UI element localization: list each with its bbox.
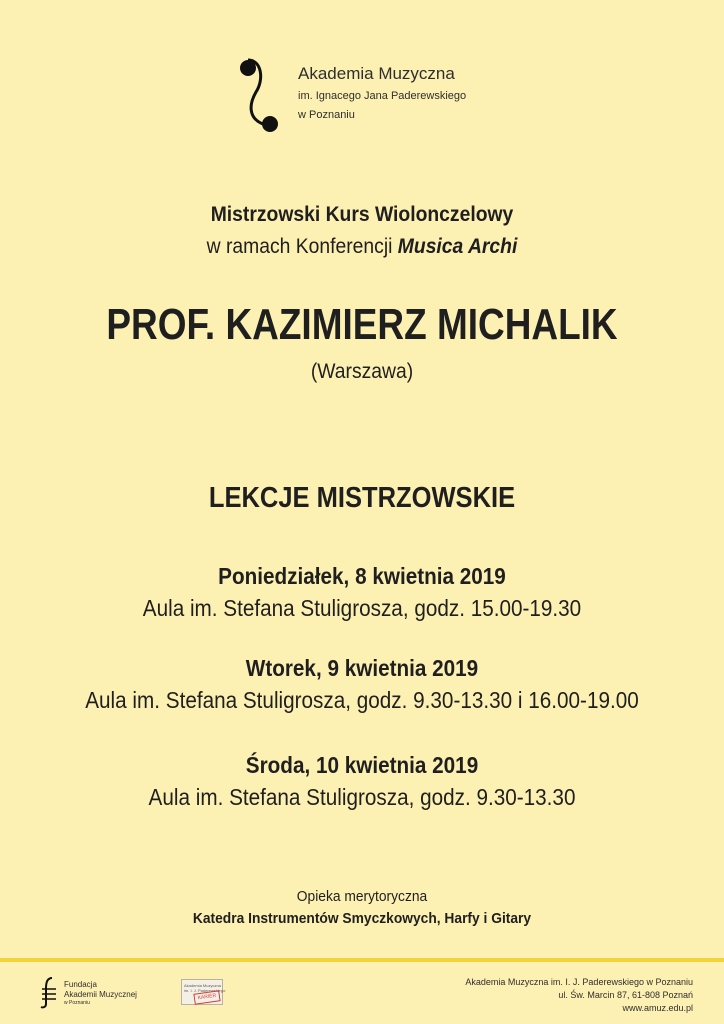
website-url[interactable]: www.amuz.edu.pl xyxy=(622,1003,693,1013)
footer-divider xyxy=(0,958,724,962)
foundation-line-1: Fundacja xyxy=(64,980,97,989)
schedule-date-1: Poniedziałek, 8 kwietnia 2019 xyxy=(218,563,506,589)
stamp-badge: KARIER xyxy=(193,990,220,1005)
foundation-line-3: w Poznaniu xyxy=(64,1000,90,1006)
teacher-city: (Warszawa) xyxy=(310,360,414,383)
foundation-name xyxy=(64,980,137,1007)
stamp-line-1: Akademia Muzyczna xyxy=(184,983,221,988)
supervision-department: Katedra Instrumentów Smyczkowych, Harfy i Gitary xyxy=(192,910,532,927)
address-line-1: Akademia Muzyczna im. I. J. Paderewskiego w Poznaniu xyxy=(465,977,693,987)
foundation-logo-icon xyxy=(38,976,60,1010)
teacher-name: PROF. KAZIMIERZ MICHALIK xyxy=(106,300,618,349)
schedule-details-1: Aula im. Stefana Stuligrosza, godz. 15.00-19.30 xyxy=(142,595,582,621)
foundation-line-2: Akademii Muzycznej xyxy=(64,990,137,999)
address-block xyxy=(465,976,693,1015)
institution-patron: im. Ignacego Jana Paderewskiego xyxy=(298,90,467,102)
conference-name: Musica Archi xyxy=(397,235,518,258)
course-title: Mistrzowski Kurs Wiolonczelowy xyxy=(210,203,514,226)
academy-logo-icon xyxy=(236,52,284,134)
stamp-line-2: im. I. J. Paderewskiego xyxy=(184,988,226,993)
conference-prefix: w ramach Konferencji xyxy=(206,235,393,258)
academy-logo xyxy=(236,52,536,134)
career-stamp xyxy=(181,979,226,1005)
schedule-date-2: Wtorek, 9 kwietnia 2019 xyxy=(245,655,479,681)
section-title: LEKCJE MISTRZOWSKIE xyxy=(208,482,516,514)
schedule-details-3: Aula im. Stefana Stuligrosza, godz. 9.30-13.30 xyxy=(148,784,576,810)
conference-line xyxy=(29,235,695,259)
institution-name: Akademia Muzyczna xyxy=(298,64,455,83)
supervision-label: Opieka merytoryczna xyxy=(296,888,428,905)
address-line-2: ul. Św. Marcin 87, 61-808 Poznań xyxy=(558,990,693,1000)
institution-city: w Poznaniu xyxy=(298,109,355,121)
schedule-date-3: Środa, 10 kwietnia 2019 xyxy=(245,752,479,778)
schedule-details-2: Aula im. Stefana Stuligrosza, godz. 9.30-13.30 i 16.00-19.00 xyxy=(85,687,639,713)
